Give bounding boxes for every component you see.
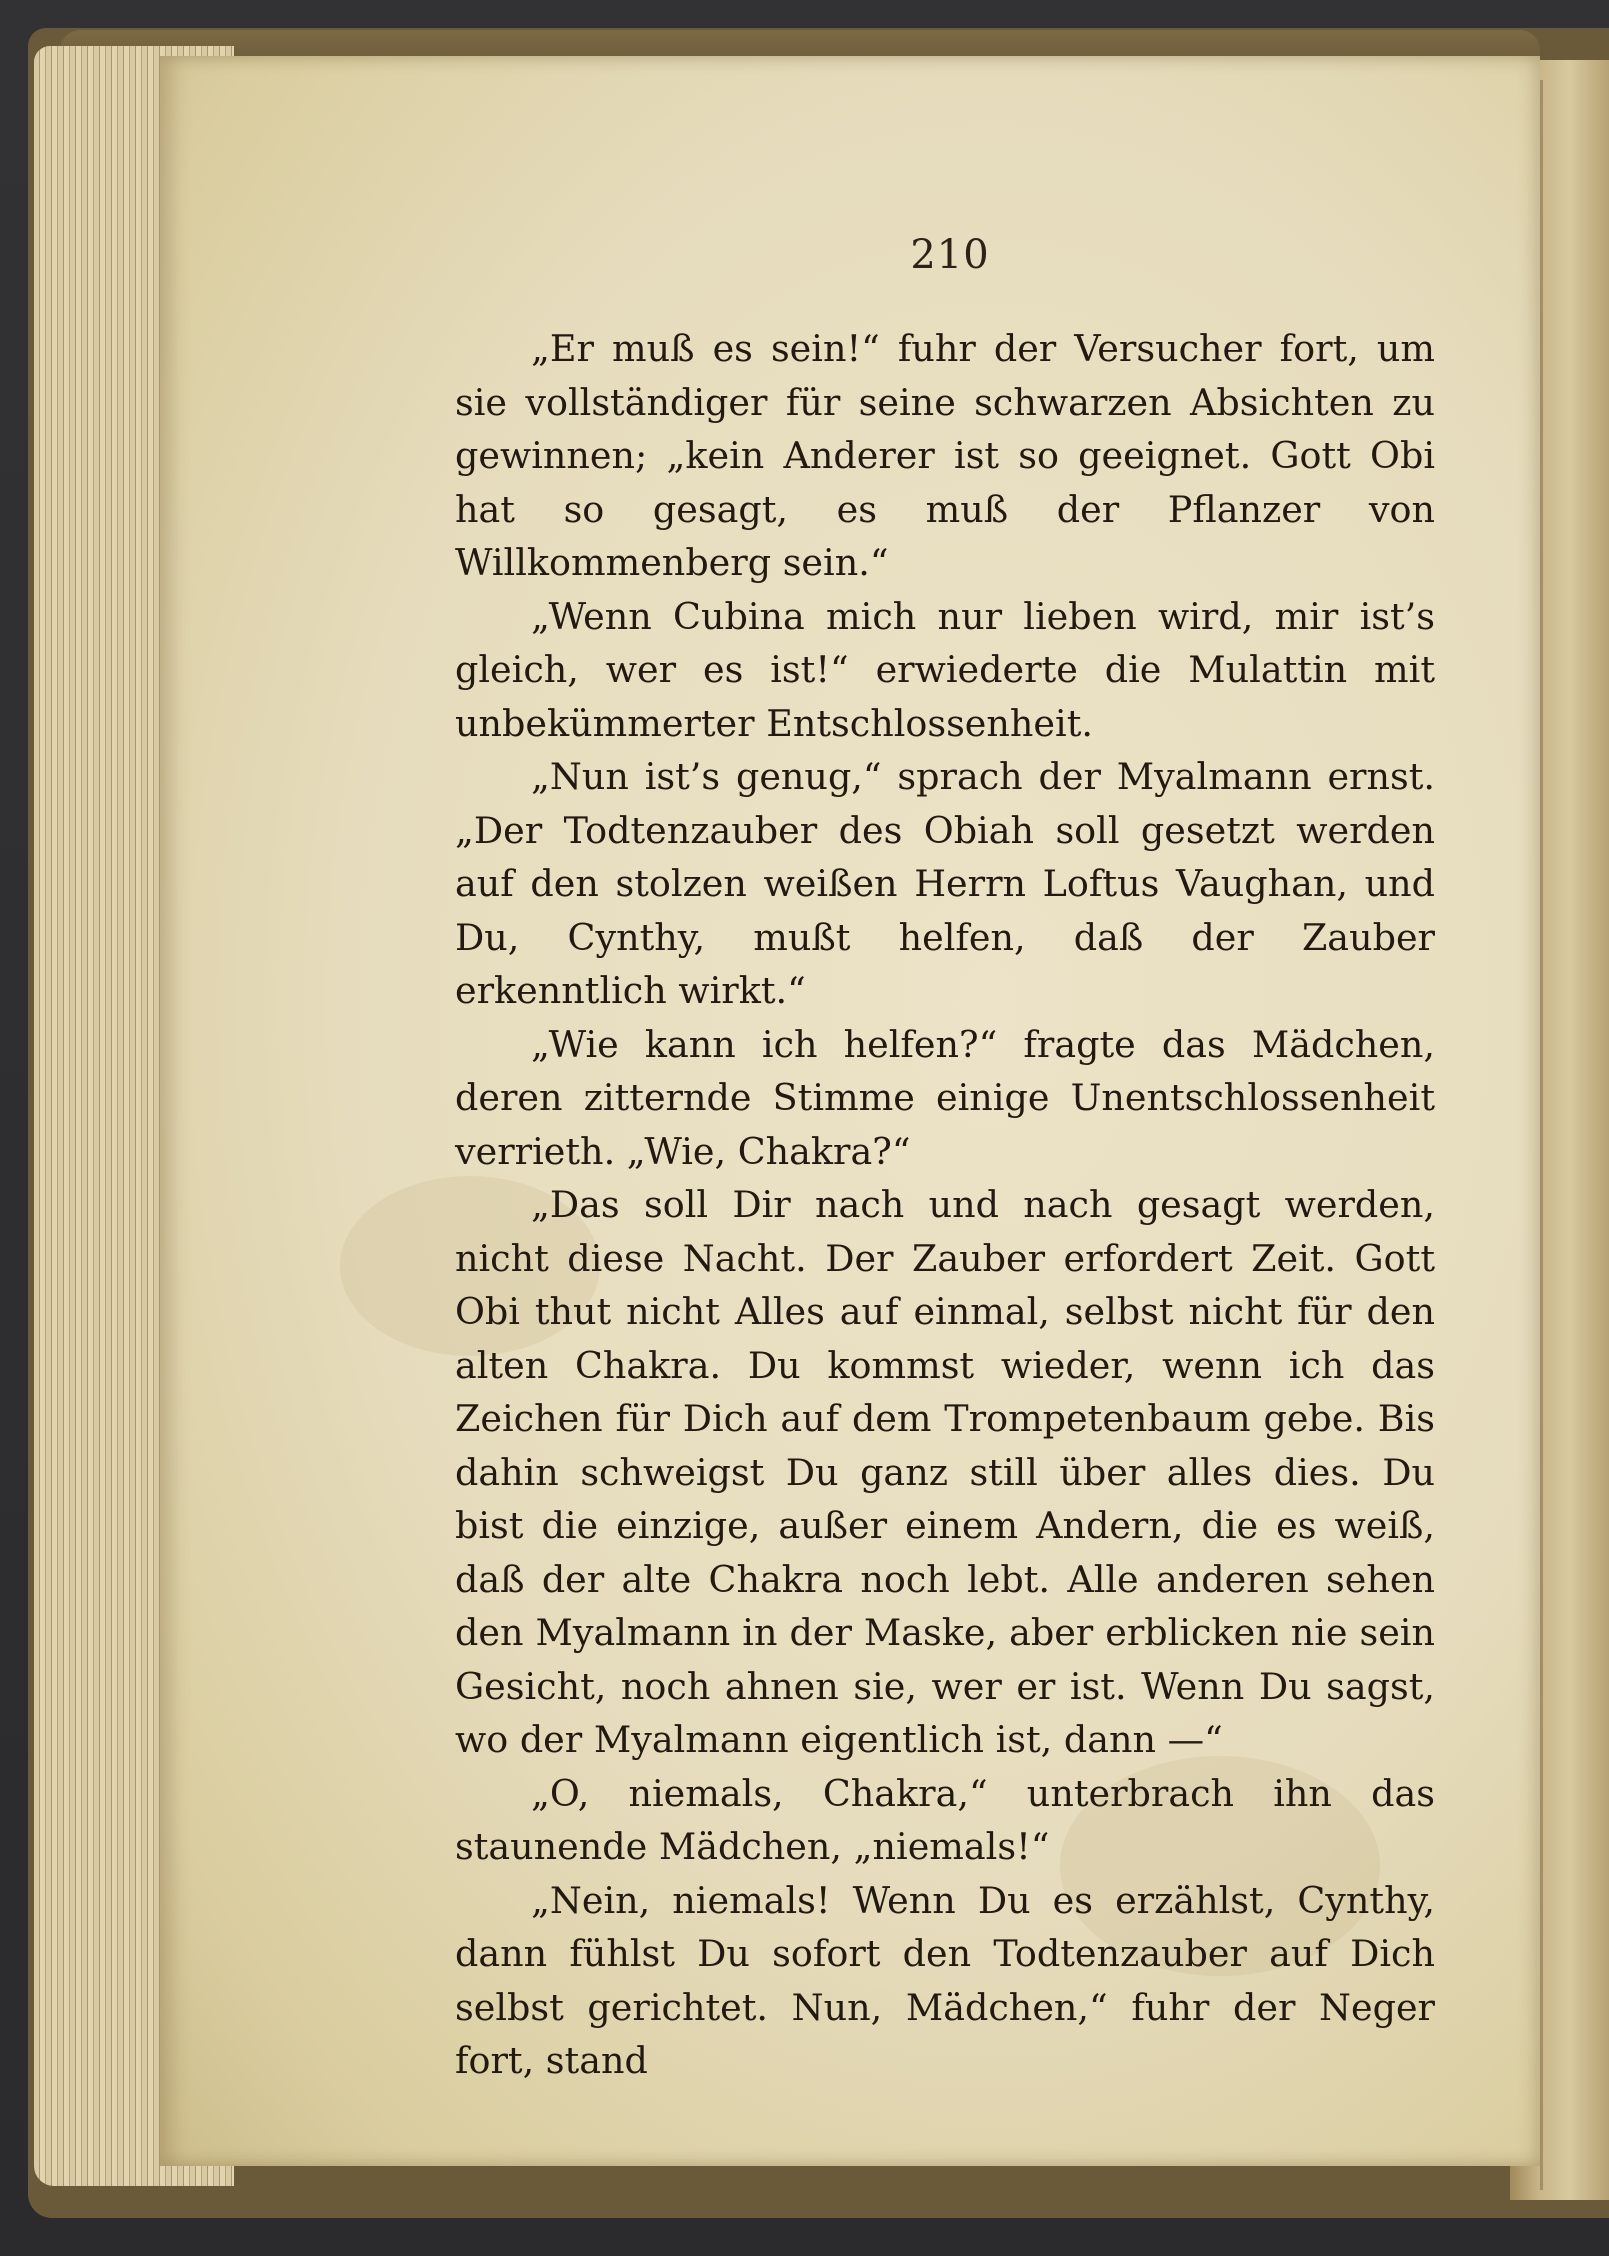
paragraph: „Das soll Dir nach und nach gesagt werden, nicht diese Nacht. Der Zauber erfordert Zeit. Gott Obi thut nicht Alles auf einmal, selbst nicht für den alten Chakra. Du kommst wieder, wenn ich das Zeichen für Dich auf dem Trompetenbaum gebe. Bis dahin schweigst Du ganz still über alles dies. Du bist die einzige, außer einem Andern, die es weiß, daß der alte Chakra noch lebt. Alle anderen sehen den Myalmann in der Maske, aber erblicken nie sein Gesicht, noch ahnen sie, wer er ist. Wenn Du sagst, wo der Myalmann eigentlich ist, dann —“ bbox=[455, 1183, 1435, 1761]
paragraph: „O, niemals, Chakra,“ unterbrach ihn das staunende Mädchen, „niemals!“ bbox=[455, 1771, 1435, 1868]
page-fold-line bbox=[1540, 80, 1543, 2190]
paragraph: „Nein, niemals! Wenn Du es erzählst, Cynthy, dann fühlst Du sofort den Todtenzauber auf Dich selbst gerichtet. Nun, Mädchen,“ fuhr der Neger fort, stand bbox=[455, 1878, 1435, 2082]
paragraph: „Wenn Cubina mich nur lieben wird, mir ist’s gleich, wer es ist!“ erwiederte die Mulattin mit unbekümmerter Entschlossenheit. bbox=[455, 594, 1435, 745]
paragraph: „Wie kann ich helfen?“ fragte das Mädchen, deren zitternde Stimme einige Unentschlossenheit verrieth. „Wie, Chakra?“ bbox=[455, 1022, 1435, 1173]
page-text bbox=[455, 322, 1435, 2088]
paragraph: „Er muß es sein!“ fuhr der Versucher fort, um sie vollständiger für seine schwarzen Absichten zu gewinnen; „kein Anderer ist so geeignet. Gott Obi hat so gesagt, es muß der Pflanzer von Willkommenberg sein.“ bbox=[455, 327, 1435, 584]
page-number: 210 bbox=[910, 232, 990, 278]
paragraph: „Nun ist’s genug,“ sprach der Myalmann ernst. „Der Todtenzauber des Obiah soll gesetzt werden auf den stolzen weißen Herrn Loftus Vaughan, und Du, Cynthy, mußt helfen, daß der Zauber erkenntlich wirkt.“ bbox=[455, 755, 1435, 1012]
